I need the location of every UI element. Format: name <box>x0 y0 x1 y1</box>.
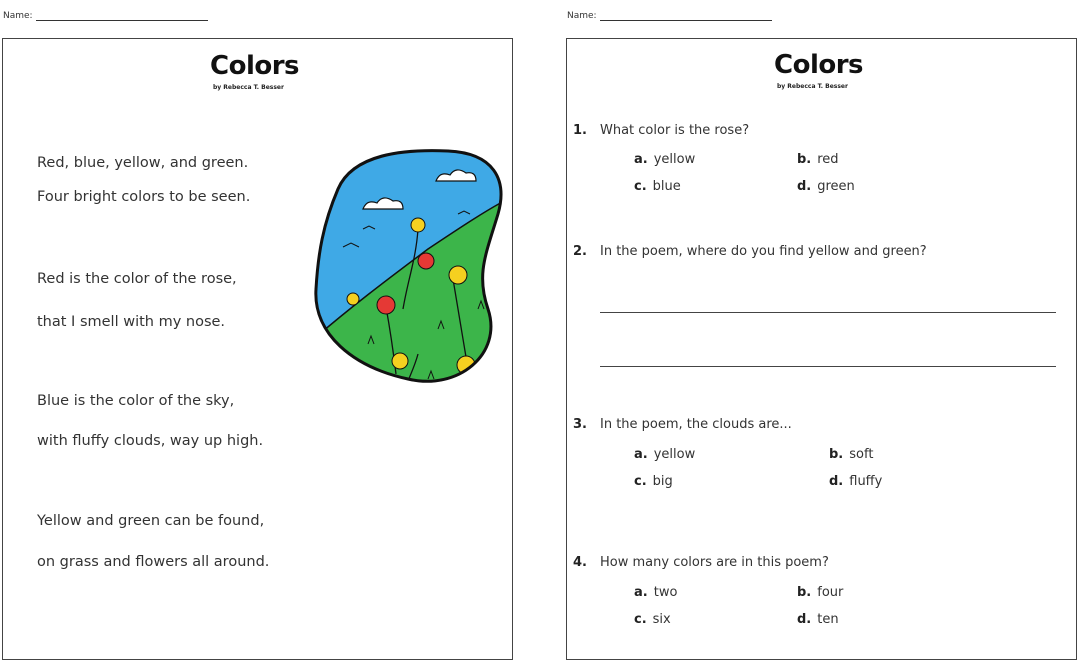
option-d[interactable]: d. fluffy <box>829 474 883 489</box>
poem-line: Red is the color of the rose, <box>37 271 237 287</box>
question-text: What color is the rose? <box>600 123 750 138</box>
option-d[interactable]: d. ten <box>797 612 839 627</box>
option-d[interactable]: d. green <box>797 179 855 194</box>
option-b[interactable]: b. red <box>797 152 839 167</box>
question-number: 2. <box>573 244 587 259</box>
question-text: In the poem, where do you find yellow and green? <box>600 244 927 259</box>
question-text: How many colors are in this poem? <box>600 555 829 570</box>
option-a[interactable]: a. yellow <box>634 152 696 167</box>
poem-page <box>2 38 513 660</box>
poem-line: Blue is the color of the sky, <box>37 393 235 409</box>
question-text: In the poem, the clouds are... <box>600 417 792 432</box>
option-a[interactable]: a. two <box>634 585 678 600</box>
answer-line[interactable] <box>600 366 1056 367</box>
poem-line: on grass and flowers all around. <box>37 554 270 570</box>
poem-line: that I smell with my nose. <box>37 314 226 330</box>
question-number: 1. <box>573 123 587 138</box>
questions-page <box>566 38 1077 660</box>
poem-line: Four bright colors to be seen. <box>37 189 251 205</box>
name-write-line <box>600 12 772 21</box>
option-a[interactable]: a. yellow <box>634 447 696 462</box>
name-field-right <box>567 11 772 21</box>
name-write-line <box>36 12 208 21</box>
poem-line: with fluffy clouds, way up high. <box>37 433 264 449</box>
option-b[interactable]: b. four <box>797 585 844 600</box>
question-number: 3. <box>573 417 587 432</box>
author-byline: by Rebecca T. Besser <box>213 84 284 91</box>
poem-line: Red, blue, yellow, and green. <box>37 155 249 171</box>
name-field-left <box>3 11 208 21</box>
name-label: Name: <box>567 11 597 21</box>
option-c[interactable]: c. six <box>634 612 671 627</box>
page-title: Colors <box>774 50 864 80</box>
meadow-illustration-icon <box>308 129 508 389</box>
poem-line: Yellow and green can be found, <box>37 513 265 529</box>
answer-line[interactable] <box>600 312 1056 313</box>
page-title: Colors <box>210 51 300 81</box>
question-number: 4. <box>573 555 587 570</box>
option-c[interactable]: c. blue <box>634 179 681 194</box>
name-label: Name: <box>3 11 33 21</box>
author-byline: by Rebecca T. Besser <box>777 83 848 90</box>
option-c[interactable]: c. big <box>634 474 673 489</box>
option-b[interactable]: b. soft <box>829 447 874 462</box>
